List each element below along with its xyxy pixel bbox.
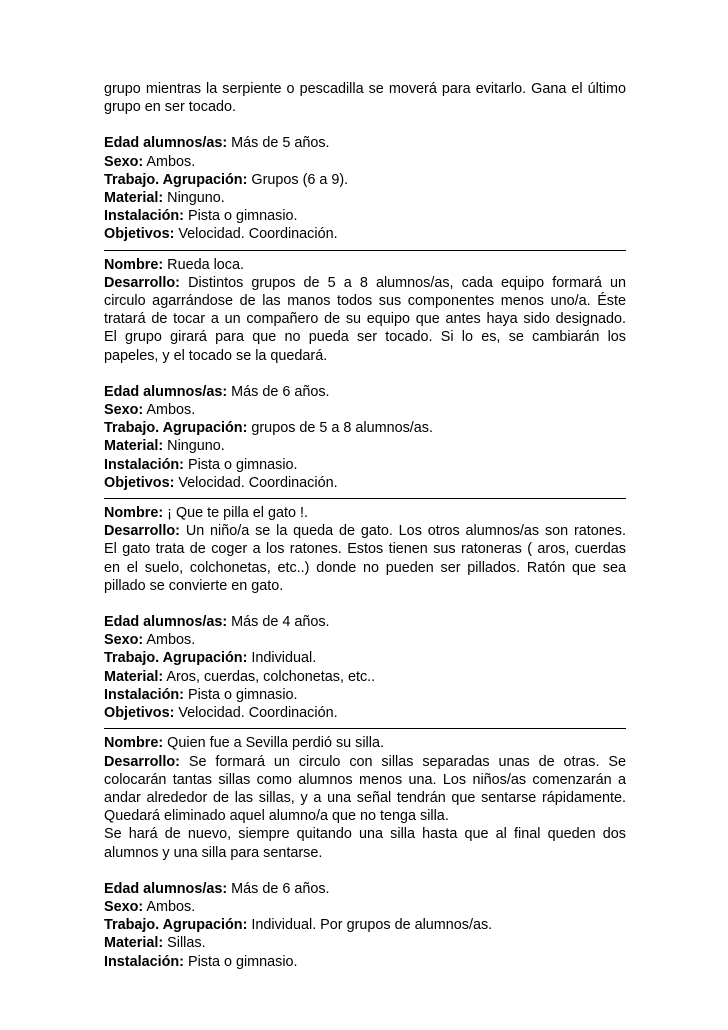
trabajo-label: Trabajo. Agrupación: [104,420,248,437]
edad-label: Edad alumnos/as: [104,880,228,897]
section-divider [104,728,626,729]
trabajo-value: Individual. Por grupos de alumnos/as. [247,917,493,934]
desarrollo-line: pillado se convierte en gato. [104,577,284,594]
nombre-label: Nombre: [104,735,164,752]
nombre-value: ¡ Que te pilla el gato !. [163,505,308,522]
trabajo-field [104,171,626,189]
instalacion-value: Pista o gimnasio. [183,208,298,225]
material-field [104,437,626,455]
desarrollo-line: en el suelo, colchonetas, etc..) donde no pueden ser pillados. Ratón que sea [104,559,626,576]
desarrollo-line [104,274,626,292]
desarrollo-line: alumnos y una silla para sentarse. [104,844,323,861]
sexo-label: Sexo: [104,898,144,915]
desarrollo-line: Se hará de nuevo, siempre quitando una silla hasta que al final queden dos [104,826,626,843]
trabajo-field [104,649,626,667]
sexo-field [104,631,626,649]
objetivos-value: Velocidad. Coordinación. [174,705,338,722]
objetivos-label: Objetivos: [104,705,175,722]
material-value: Ninguno. [163,438,225,455]
sexo-label: Sexo: [104,632,144,649]
material-value: Sillas. [163,935,206,952]
section-divider [104,250,626,251]
instalacion-value: Pista o gimnasio. [183,953,298,970]
edad-label: Edad alumnos/as: [104,135,228,152]
nombre-field [104,256,626,274]
material-label: Material: [104,935,164,952]
instalacion-field [104,953,626,971]
desarrollo-label: Desarrollo: [104,523,180,540]
nombre-field [104,504,626,522]
objetivos-value: Velocidad. Coordinación. [174,226,338,243]
instalacion-label: Instalación: [104,953,184,970]
objetivos-field [104,704,626,722]
edad-field [104,383,626,401]
nombre-label: Nombre: [104,256,164,273]
desarrollo-line: andar alrededor de las sillas, y a una señal tendrán que sentarse rápidamente. [104,789,626,806]
edad-label: Edad alumnos/as: [104,383,228,400]
sexo-field [104,898,626,916]
sexo-label: Sexo: [104,153,144,170]
edad-value: Más de 6 años. [227,880,330,897]
material-label: Material: [104,438,164,455]
desarrollo-text: Se formará un circulo con sillas separadas unas de otras. Se [179,753,626,770]
sexo-label: Sexo: [104,402,144,419]
edad-value: Más de 4 años. [227,614,330,631]
desarrollo-line: Quedará eliminado aquel alumno/a que no tenga silla. [104,808,449,825]
trabajo-value: Individual. [247,650,317,667]
instalacion-field [104,207,626,225]
trabajo-value: grupos de 5 a 8 alumnos/as. [247,420,433,437]
material-field [104,668,626,686]
instalacion-label: Instalación: [104,208,184,225]
edad-field [104,134,626,152]
edad-label: Edad alumnos/as: [104,614,228,631]
sexo-value: Ambos. [143,898,196,915]
desarrollo-text: Distintos grupos de 5 a 8 alumnos/as, cada equipo formará un [179,274,626,291]
nombre-value: Quien fue a Sevilla perdió su silla. [163,735,384,752]
sexo-field [104,153,626,171]
trabajo-label: Trabajo. Agrupación: [104,917,248,934]
sexo-value: Ambos. [143,153,196,170]
material-label: Material: [104,190,164,207]
instalacion-value: Pista o gimnasio. [183,456,298,473]
trabajo-label: Trabajo. Agrupación: [104,650,248,667]
desarrollo-line [104,753,626,771]
nombre-value: Rueda loca. [163,256,244,273]
objetivos-label: Objetivos: [104,474,175,491]
material-value: Aros, cuerdas, colchonetas, etc.. [163,668,376,685]
objetivos-value: Velocidad. Coordinación. [174,474,338,491]
instalacion-field [104,686,626,704]
instalacion-label: Instalación: [104,456,184,473]
sexo-field [104,401,626,419]
trabajo-label: Trabajo. Agrupación: [104,171,248,188]
objetivos-field [104,225,626,243]
nombre-label: Nombre: [104,505,164,522]
material-label: Material: [104,668,164,685]
desarrollo-line [104,522,626,540]
edad-field [104,880,626,898]
sexo-value: Ambos. [143,632,196,649]
sexo-value: Ambos. [143,402,196,419]
desarrollo-line: colocarán tantas sillas como alumnos menos una. Los niños/as comenzarán a [104,771,626,788]
section-divider [104,498,626,499]
nombre-field [104,734,626,752]
trabajo-value: Grupos (6 a 9). [247,171,349,188]
instalacion-field [104,456,626,474]
intro-line: grupo mientras la serpiente o pescadilla se moverá para evitarlo. Gana el último [104,81,626,97]
desarrollo-line: papeles, y el tocado se la quedará. [104,347,328,364]
edad-value: Más de 5 años. [227,135,330,152]
document-page [104,80,626,971]
objetivos-field [104,474,626,492]
edad-field [104,613,626,631]
desarrollo-line: El grupo girará para que no pueda ser tocado. Si lo es, se cambiarán los [104,329,626,346]
trabajo-field [104,419,626,437]
desarrollo-line: tratará de tocar a un compañero de su equipo que antes haya sido designado. [104,311,626,328]
desarrollo-line: circulo agarrándose de las manos todos sus componentes menos uno/a. Éste [104,293,626,310]
desarrollo-text: Un niño/a se la queda de gato. Los otros alumnos/as son ratones. [179,523,626,540]
trabajo-field [104,916,626,934]
edad-value: Más de 6 años. [227,383,330,400]
instalacion-value: Pista o gimnasio. [183,686,298,703]
material-field [104,934,626,952]
material-field [104,189,626,207]
material-value: Ninguno. [163,190,225,207]
desarrollo-line: El gato trata de coger a los ratones. Estos tienen sus ratoneras ( aros, cuerdas [104,541,626,558]
objetivos-label: Objetivos: [104,226,175,243]
desarrollo-label: Desarrollo: [104,753,180,770]
desarrollo-label: Desarrollo: [104,274,180,291]
intro-line: grupo en ser tocado. [104,99,237,116]
instalacion-label: Instalación: [104,686,184,703]
